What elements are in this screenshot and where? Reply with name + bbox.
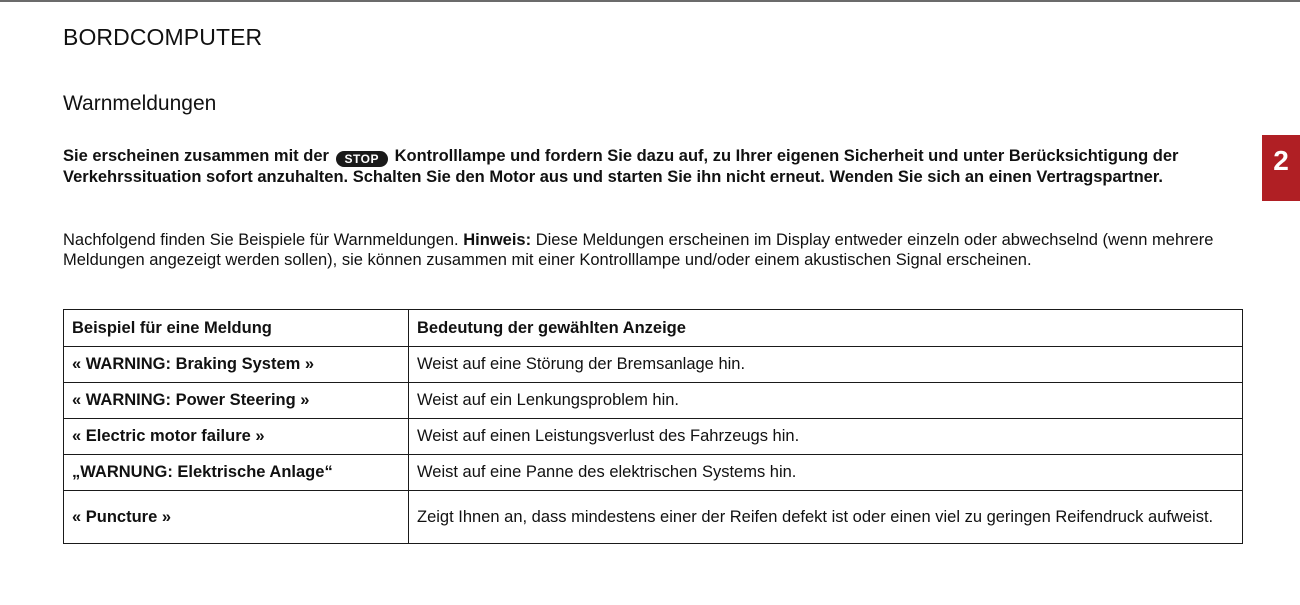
- table-row: [64, 383, 1243, 419]
- stop-warning-icon: STOP: [336, 151, 388, 167]
- chapter-tab: 2: [1262, 135, 1300, 201]
- warning-messages-table: [63, 309, 1243, 544]
- sub-title: Warnmeldungen: [63, 92, 217, 115]
- intro-warning-text: [63, 146, 1248, 188]
- message-cell: « Puncture »: [64, 491, 409, 544]
- message-cell: « WARNING: Braking System »: [64, 347, 409, 383]
- intro-bold-before-icon: Sie erscheinen zusammen mit der: [63, 147, 329, 165]
- message-cell: „WARNUNG: Elektrische Anlage“: [64, 455, 409, 491]
- message-cell: « Electric motor failure »: [64, 419, 409, 455]
- table-header-row: [64, 310, 1243, 347]
- table-row: [64, 455, 1243, 491]
- table-row: [64, 347, 1243, 383]
- hint-label: Hinweis:: [463, 231, 532, 249]
- top-rule: [0, 0, 1300, 2]
- meaning-cell: Zeigt Ihnen an, dass mindestens einer der Reifen defekt ist oder einen viel zu geringen Reifendruck aufweist.: [409, 491, 1243, 544]
- intro-normal-before-hint: Nachfolgend finden Sie Beispiele für Warnmeldungen.: [63, 231, 459, 249]
- meaning-cell: Weist auf eine Störung der Bremsanlage hin.: [409, 347, 1243, 383]
- intro-description-text: [63, 230, 1258, 270]
- header-message-example: Beispiel für eine Meldung: [64, 310, 409, 347]
- meaning-cell: Weist auf ein Lenkungsproblem hin.: [409, 383, 1243, 419]
- header-meaning: Bedeutung der gewählten Anzeige: [409, 310, 1243, 347]
- meaning-cell: Weist auf eine Panne des elektrischen Systems hin.: [409, 455, 1243, 491]
- message-cell: « WARNING: Power Steering »: [64, 383, 409, 419]
- table-row: [64, 419, 1243, 455]
- table-row: [64, 491, 1243, 544]
- intro-bold-after-icon: Kontrolllampe und fordern Sie dazu auf, zu Ihrer eigenen Sicherheit und unter Berücksichtigung der Verkehrssituation sofort anzuhalten. Schalten Sie den Motor aus und starten Sie ihn nicht erneut. Wenden Sie sich an einen Vertragspartner.: [63, 147, 1179, 186]
- section-title: BORDCOMPUTER: [63, 24, 263, 50]
- intro-normal-after-hint: Diese Meldungen erscheinen im Display entweder einzeln oder abwechselnd (wenn mehrere Meldungen angezeigt werden sollen), sie können zusammen mit einer Kontrolllampe und/oder einem akustischen Signal erscheinen.: [63, 231, 1214, 269]
- meaning-cell: Weist auf einen Leistungsverlust des Fahrzeugs hin.: [409, 419, 1243, 455]
